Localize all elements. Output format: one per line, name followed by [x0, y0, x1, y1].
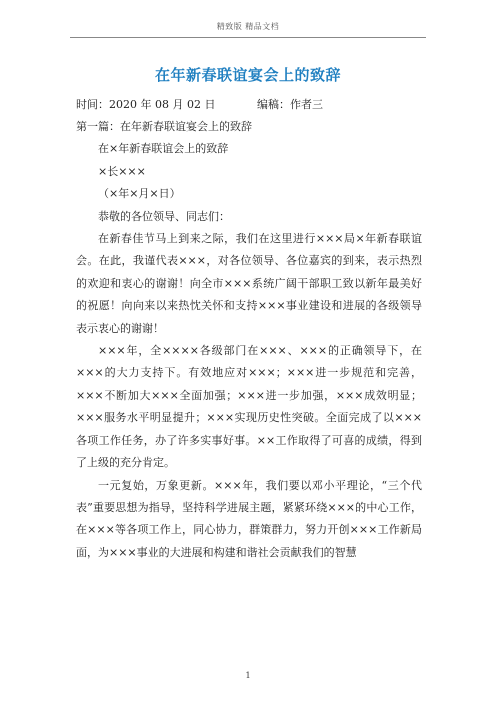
page-header: 精致版 精品文档 [216, 22, 280, 31]
meta-editor: 编稿：作者三 [257, 98, 323, 111]
body-paragraph: 在新春佳节马上到来之际，我们在这里进行×××局×年新春联谊会。在此，我谨代表×××，对各位领导、各位嘉宾的到来，表示热烈的欢迎和衷心的谢谢！向全市×××系统广阔干部职工致以新年最美好的祝愿！向向来以来热忱关怀和支持×××事业建设和进展的各级领导表示衷心的谢谢！ [76, 232, 422, 335]
chapter-heading: 第一篇：在年新春联谊宴会上的致辞 [76, 120, 252, 133]
document-meta [76, 96, 323, 112]
document-title: 在年新春联谊宴会上的致辞 [154, 66, 341, 84]
header-divider [70, 37, 426, 38]
meta-date: 时间：2020 年 08 月 02 日 [76, 98, 216, 111]
speaker-line: ×长××× [98, 164, 146, 178]
page-number: 1 [245, 671, 251, 680]
document-body [76, 116, 422, 564]
date-note: （×年×月×日） [98, 187, 181, 201]
body-paragraph: ×××年，全××××各级部门在×××、×××的正确领导下，在×××的大力支持下。有效地应对×××；×××进一步规范和完善，×××不断加大×××全面加强；×××进一步加强，×××成效明显；×××服务水平明显提升；×××实现历史性突破。全面完成了以×××各项工作任务，办了许多实事好事。××工作取得了可喜的成绩，得到了上级的充分肯定。 [76, 344, 422, 470]
body-paragraph: 一元复始，万象更新。×××年，我们要以邓小平理论，“三个代表”重要思想为指导，坚持科学进展主题，紧紧环绕×××的中心工作，在×××等各项工作上，同心协力，群策群力，努力开创×××工作新局面，为×××事业的大进展和构建和谐社会贡献我们的智慧 [76, 478, 422, 559]
salutation: 恭敬的各位领导、同志们： [98, 209, 230, 223]
speech-subtitle: 在×年新春联谊会上的致辞 [98, 142, 229, 156]
